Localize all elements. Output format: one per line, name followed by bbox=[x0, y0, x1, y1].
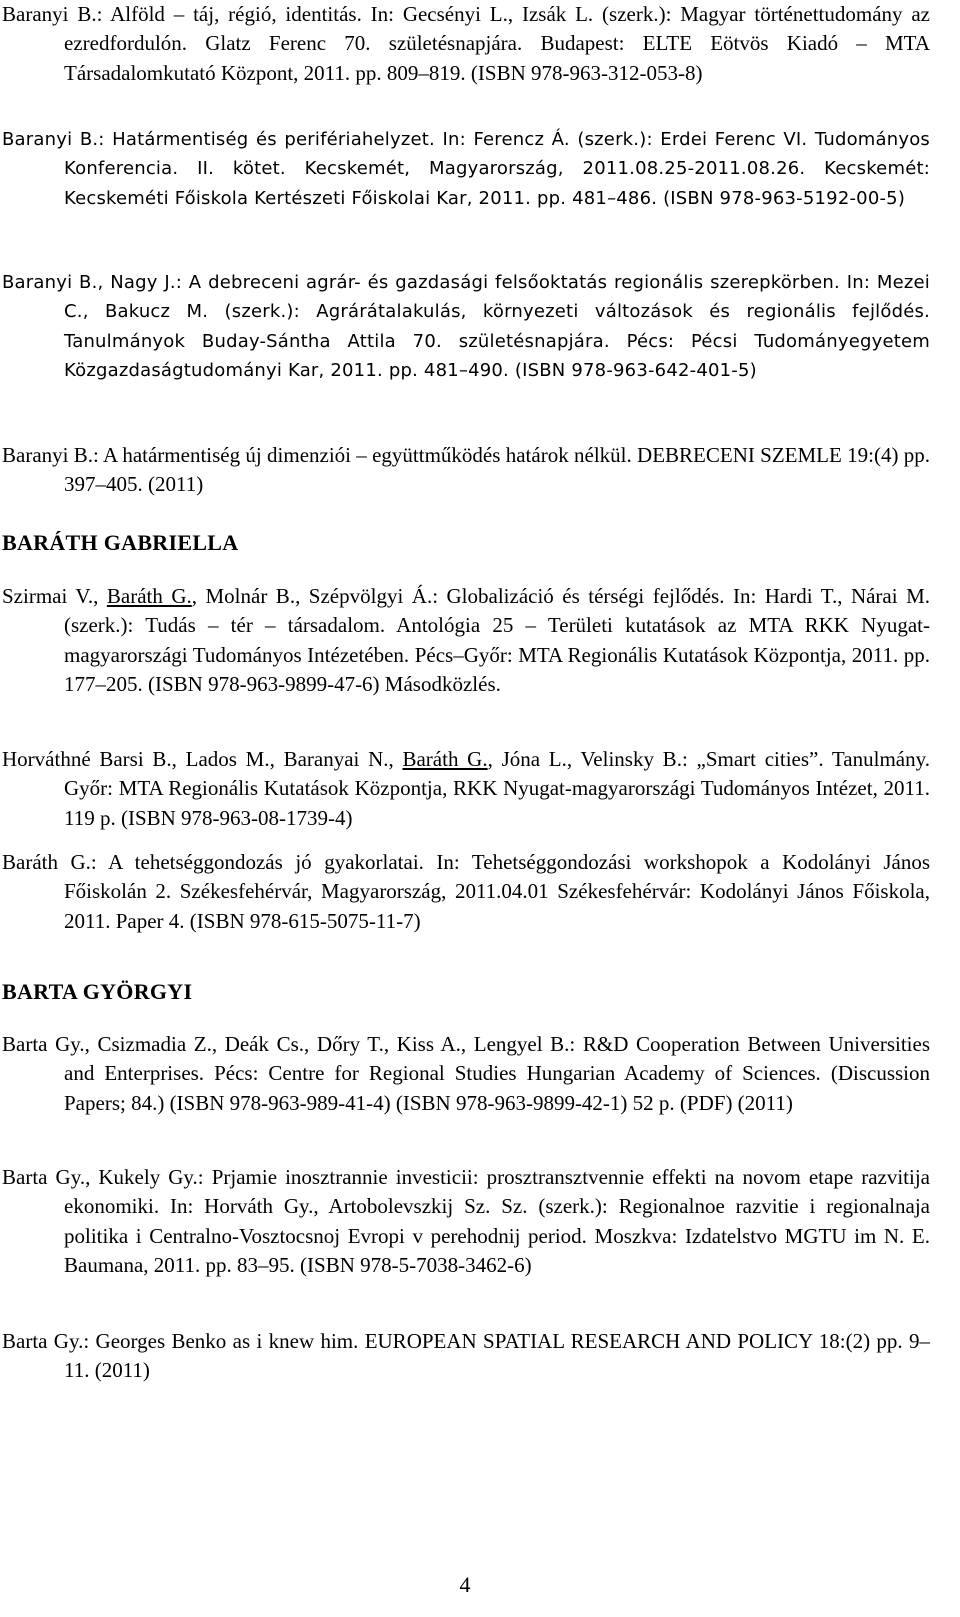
bibliography-entry: Baranyi B.: A határmentiség új dimenziói – együttműködés határok nélkül. DEBRECENI SZEMLE 19:(4) pp. 397–405. (2011) bbox=[2, 443, 930, 497]
bibliography-entry bbox=[2, 582, 930, 699]
highlighted-author: Baráth G. bbox=[402, 747, 488, 771]
entry-text: Horváthné Barsi B., Lados M., Baranyai N., bbox=[2, 747, 403, 771]
bibliography-entry: Baranyi B., Nagy J.: A debreceni agrár- és gazdasági felsőoktatás regionális szerepkörben. In: Mezei C., Bakucz M. (szerk.): Agrárátalakulás, környezeti változások és regionális fejlődés. Tanulmányok Buday-Sántha Attila 70. születésnapjára. Pécs: Pécsi Tudományegyetem Közgazdaságtudományi Kar, 2011. pp. 481–490. (ISBN 978-963-642-401-5) bbox=[2, 272, 930, 381]
highlighted-author: Baráth G. bbox=[106, 584, 192, 608]
bibliography-entry: Baráth G.: A tehetséggondozás jó gyakorlatai. In: Tehetséggondozási workshopok a Kodolányi János Főiskolán 2. Székesfehérvár, Magyarország, 2011.04.01 Székesfehérvár: Kodolányi János Főiskola, 2011. Paper 4. (ISBN 978-615-5075-11-7) bbox=[2, 850, 930, 933]
bibliography-entry: Baranyi B.: Alföld – táj, régió, identitás. In: Gecsényi L., Izsák L. (szerk.): Magyar történettudomány az ezredfordulón. Glatz Ferenc 70. születésnapjára. Budapest: ELTE Eötvös Kiadó – MTA Társadalomkutató Központ, 2011. pp. 809–819. (ISBN 978-963-312-053-8) bbox=[2, 2, 930, 85]
page-number: 4 bbox=[459, 1572, 471, 1597]
bibliography-entry bbox=[2, 745, 930, 833]
bibliography-entry: Baranyi B.: Határmentiség és perifériahelyzet. In: Ferencz Á. (szerk.): Erdei Ferenc VI. Tudományos Konferencia. II. kötet. Kecskemét, Magyarország, 2011.08.25-2011.08.26. Kecskemét: Kecskeméti Főiskola Kertészeti Főiskolai Kar, 2011. pp. 481–486. (ISBN 978-963-5192-00-5) bbox=[2, 129, 930, 209]
bibliography-entry: Barta Gy.: Georges Benko as i knew him. EUROPEAN SPATIAL RESEARCH AND POLICY 18:(2) pp. 9–11. (2011) bbox=[2, 1329, 930, 1383]
entry-text: , Molnár B., Szépvölgyi Á.: Globalizáció és térségi fejlődés. In: Hardi T., Nárai M. (szerk.): Tudás – tér – társadalom. Antológia 25 – Területi kutatások az MTA RKK Nyugat-magyarországi Tudományos Intézetében. Pécs–Győr: MTA Regionális Kutatások Központja, 2011. pp. 177–205. (ISBN 978-963-9899-47-6) Másodközlés. bbox=[64, 584, 930, 696]
entry-text: , Jóna L., Velinsky B.: „Smart cities”. Tanulmány. Győr: MTA Regionális Kutatások Központja, RKK Nyugat-magyarországi Tudományos Intézet, 2011. 119 p. (ISBN 978-963-08-1739-4) bbox=[64, 747, 930, 830]
bibliography-entry: Barta Gy., Csizmadia Z., Deák Cs., Dőry T., Kiss A., Lengyel B.: R&D Cooperation Between Universities and Enterprises. Pécs: Centre for Regional Studies Hungarian Academy of Sciences. (Discussion Papers; 84.) (ISBN 978-963-989-41-4) (ISBN 978-963-9899-42-1) 52 p. (PDF) (2011) bbox=[2, 1032, 930, 1115]
section-heading: BARÁTH GABRIELLA bbox=[2, 530, 239, 555]
bibliography-entry: Barta Gy., Kukely Gy.: Prjamie inosztrannie investicii: prosztransztvennie effekti na novom etape razvitija ekonomiki. In: Horváth Gy., Artobolevszkij Sz. Sz. (szerk.): Regionalnoe razvitie i regionalnaja politika i Centralno-Vosztocsnoj Evropi v perehodnij period. Moszkva: Izdatelstvo MGTU im N. E. Baumana, 2011. pp. 83–95. (ISBN 978-5-7038-3462-6) bbox=[2, 1165, 930, 1277]
entry-text: Szirmai V., bbox=[2, 584, 107, 608]
section-heading: BARTA GYÖRGYI bbox=[2, 979, 193, 1004]
